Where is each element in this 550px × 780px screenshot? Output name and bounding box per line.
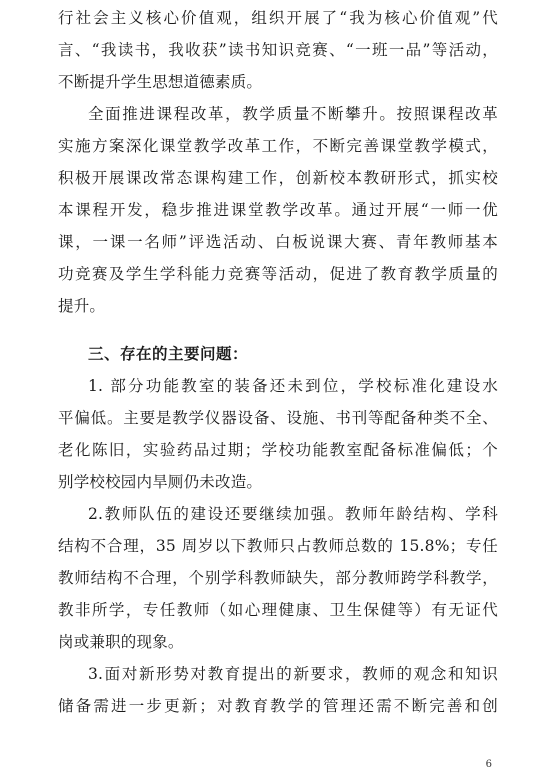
text-line: 1. 部分功能教室的装备还未到位，学校标准化建设水 xyxy=(88,377,498,395)
text-line: 2.教师队伍的建设还要继续加强。教师年龄结构、学科 xyxy=(88,505,498,523)
text-line: 别学校校园内旱厕仍未改造。 xyxy=(58,473,263,491)
text-line: 不断提升学生思想道德素质。 xyxy=(58,73,263,91)
page-number: 6 xyxy=(485,759,492,770)
text-line: 提升。 xyxy=(58,297,106,315)
text-line: 全面推进课程改革，教学质量不断攀升。按照课程改革 xyxy=(88,105,498,123)
text-line: 课，一课一名师”评选活动、白板说课大赛、青年教师基本 xyxy=(58,233,498,251)
text-line: 教师结构不合理，个别学科教师缺失，部分教师跨学科教学， xyxy=(58,569,498,587)
text-line: 老化陈旧，实验药品过期；学校功能教室配备标准偏低；个 xyxy=(58,441,498,459)
text-line: 岗或兼职的现象。 xyxy=(58,633,184,651)
text-line: 平偏低。主要是教学仪器设备、设施、书刊等配备种类不全、 xyxy=(58,409,498,427)
text-line: 3.面对新形势对教育提出的新要求，教师的观念和知识 xyxy=(88,665,498,683)
text-line: 行社会主义核心价值观，组织开展了“我为核心价值观”代 xyxy=(58,9,498,27)
text-line: 积极开展课改常态课构建工作，创新校本教研形式，抓实校 xyxy=(58,169,498,187)
text-line: 功竞赛及学生学科能力竞赛等活动，促进了教育教学质量的 xyxy=(58,265,498,283)
text-line: 实施方案深化课堂教学改革工作，不断完善课堂教学模式， xyxy=(58,137,498,155)
text-line: 储备需进一步更新；对教育教学的管理还需不断完善和创 xyxy=(58,697,498,715)
text-line: 结构不合理，35 周岁以下教师只占教师总数的 15.8%；专任 xyxy=(58,537,498,555)
section-heading: 三、存在的主要问题： xyxy=(88,344,249,363)
text-line: 言、“我读书，我收获”读书知识竞赛、“一班一品”等活动， xyxy=(58,41,498,59)
text-line: 本课程开发，稳步推进课堂教学改革。通过开展“一师一优 xyxy=(58,201,498,219)
text-line: 教非所学，专任教师（如心理健康、卫生保健等）有无证代 xyxy=(58,601,498,619)
